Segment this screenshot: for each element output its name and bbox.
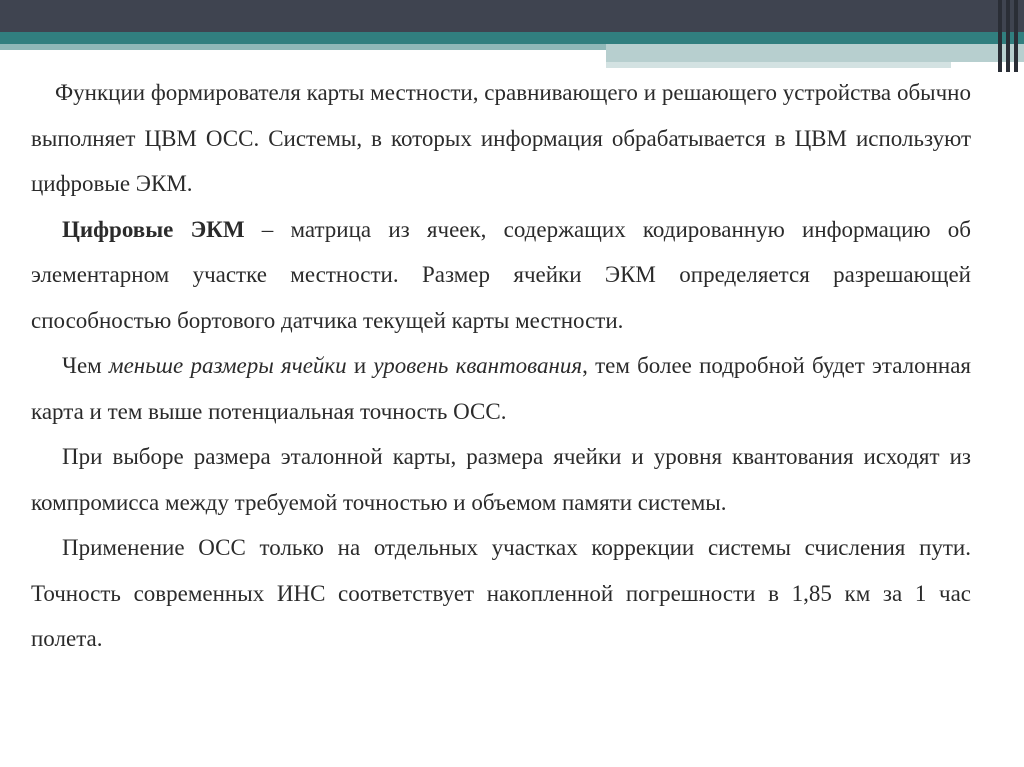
edge-stripe <box>1014 0 1018 72</box>
edge-stripe <box>1006 0 1010 72</box>
accent-block-right <box>606 44 1024 62</box>
accent-line-right <box>606 62 951 68</box>
emphasis-quantization: уровень квантования <box>373 353 583 378</box>
paragraph-5: Применение ОСС только на отдельных участках коррекции системы счисления пути. Точность современных ИНС соответствует накопленной погрешности в 1,85 км за 1 час полета. <box>31 535 971 651</box>
slide-body <box>31 70 971 662</box>
header-bar <box>0 0 1024 32</box>
emphasis-cell-size: меньше размеры ячейки <box>108 353 347 378</box>
accent-band <box>0 32 1024 44</box>
paragraph-2: Цифровые ЭКМ – матрица из ячеек, содержащих кодированную информацию об элементарном участке местности. Размер ячейки ЭКМ определяется разрешающей способностью бортового датчика текущей карты местности. <box>31 216 971 333</box>
paragraph-1: Функции формирователя карты местности, сравнивающего и решающего устройства обычно выполняет ЦВМ ОСС. Системы, в которых информация обрабатывается в ЦВМ используют цифровые ЭКМ. <box>31 80 971 196</box>
term-digital-ekm: Цифровые ЭКМ <box>62 216 245 242</box>
edge-stripe <box>998 0 1002 72</box>
paragraph-3: Чем меньше размеры ячейки и уровень квантования, тем более подробной будет эталонная карта и тем выше потенциальная точность ОСС. <box>31 353 971 424</box>
paragraph-4: При выборе размера эталонной карты, размера ячейки и уровня квантования исходят из компромисса между требуемой точностью и объемом памяти системы. <box>31 444 971 515</box>
